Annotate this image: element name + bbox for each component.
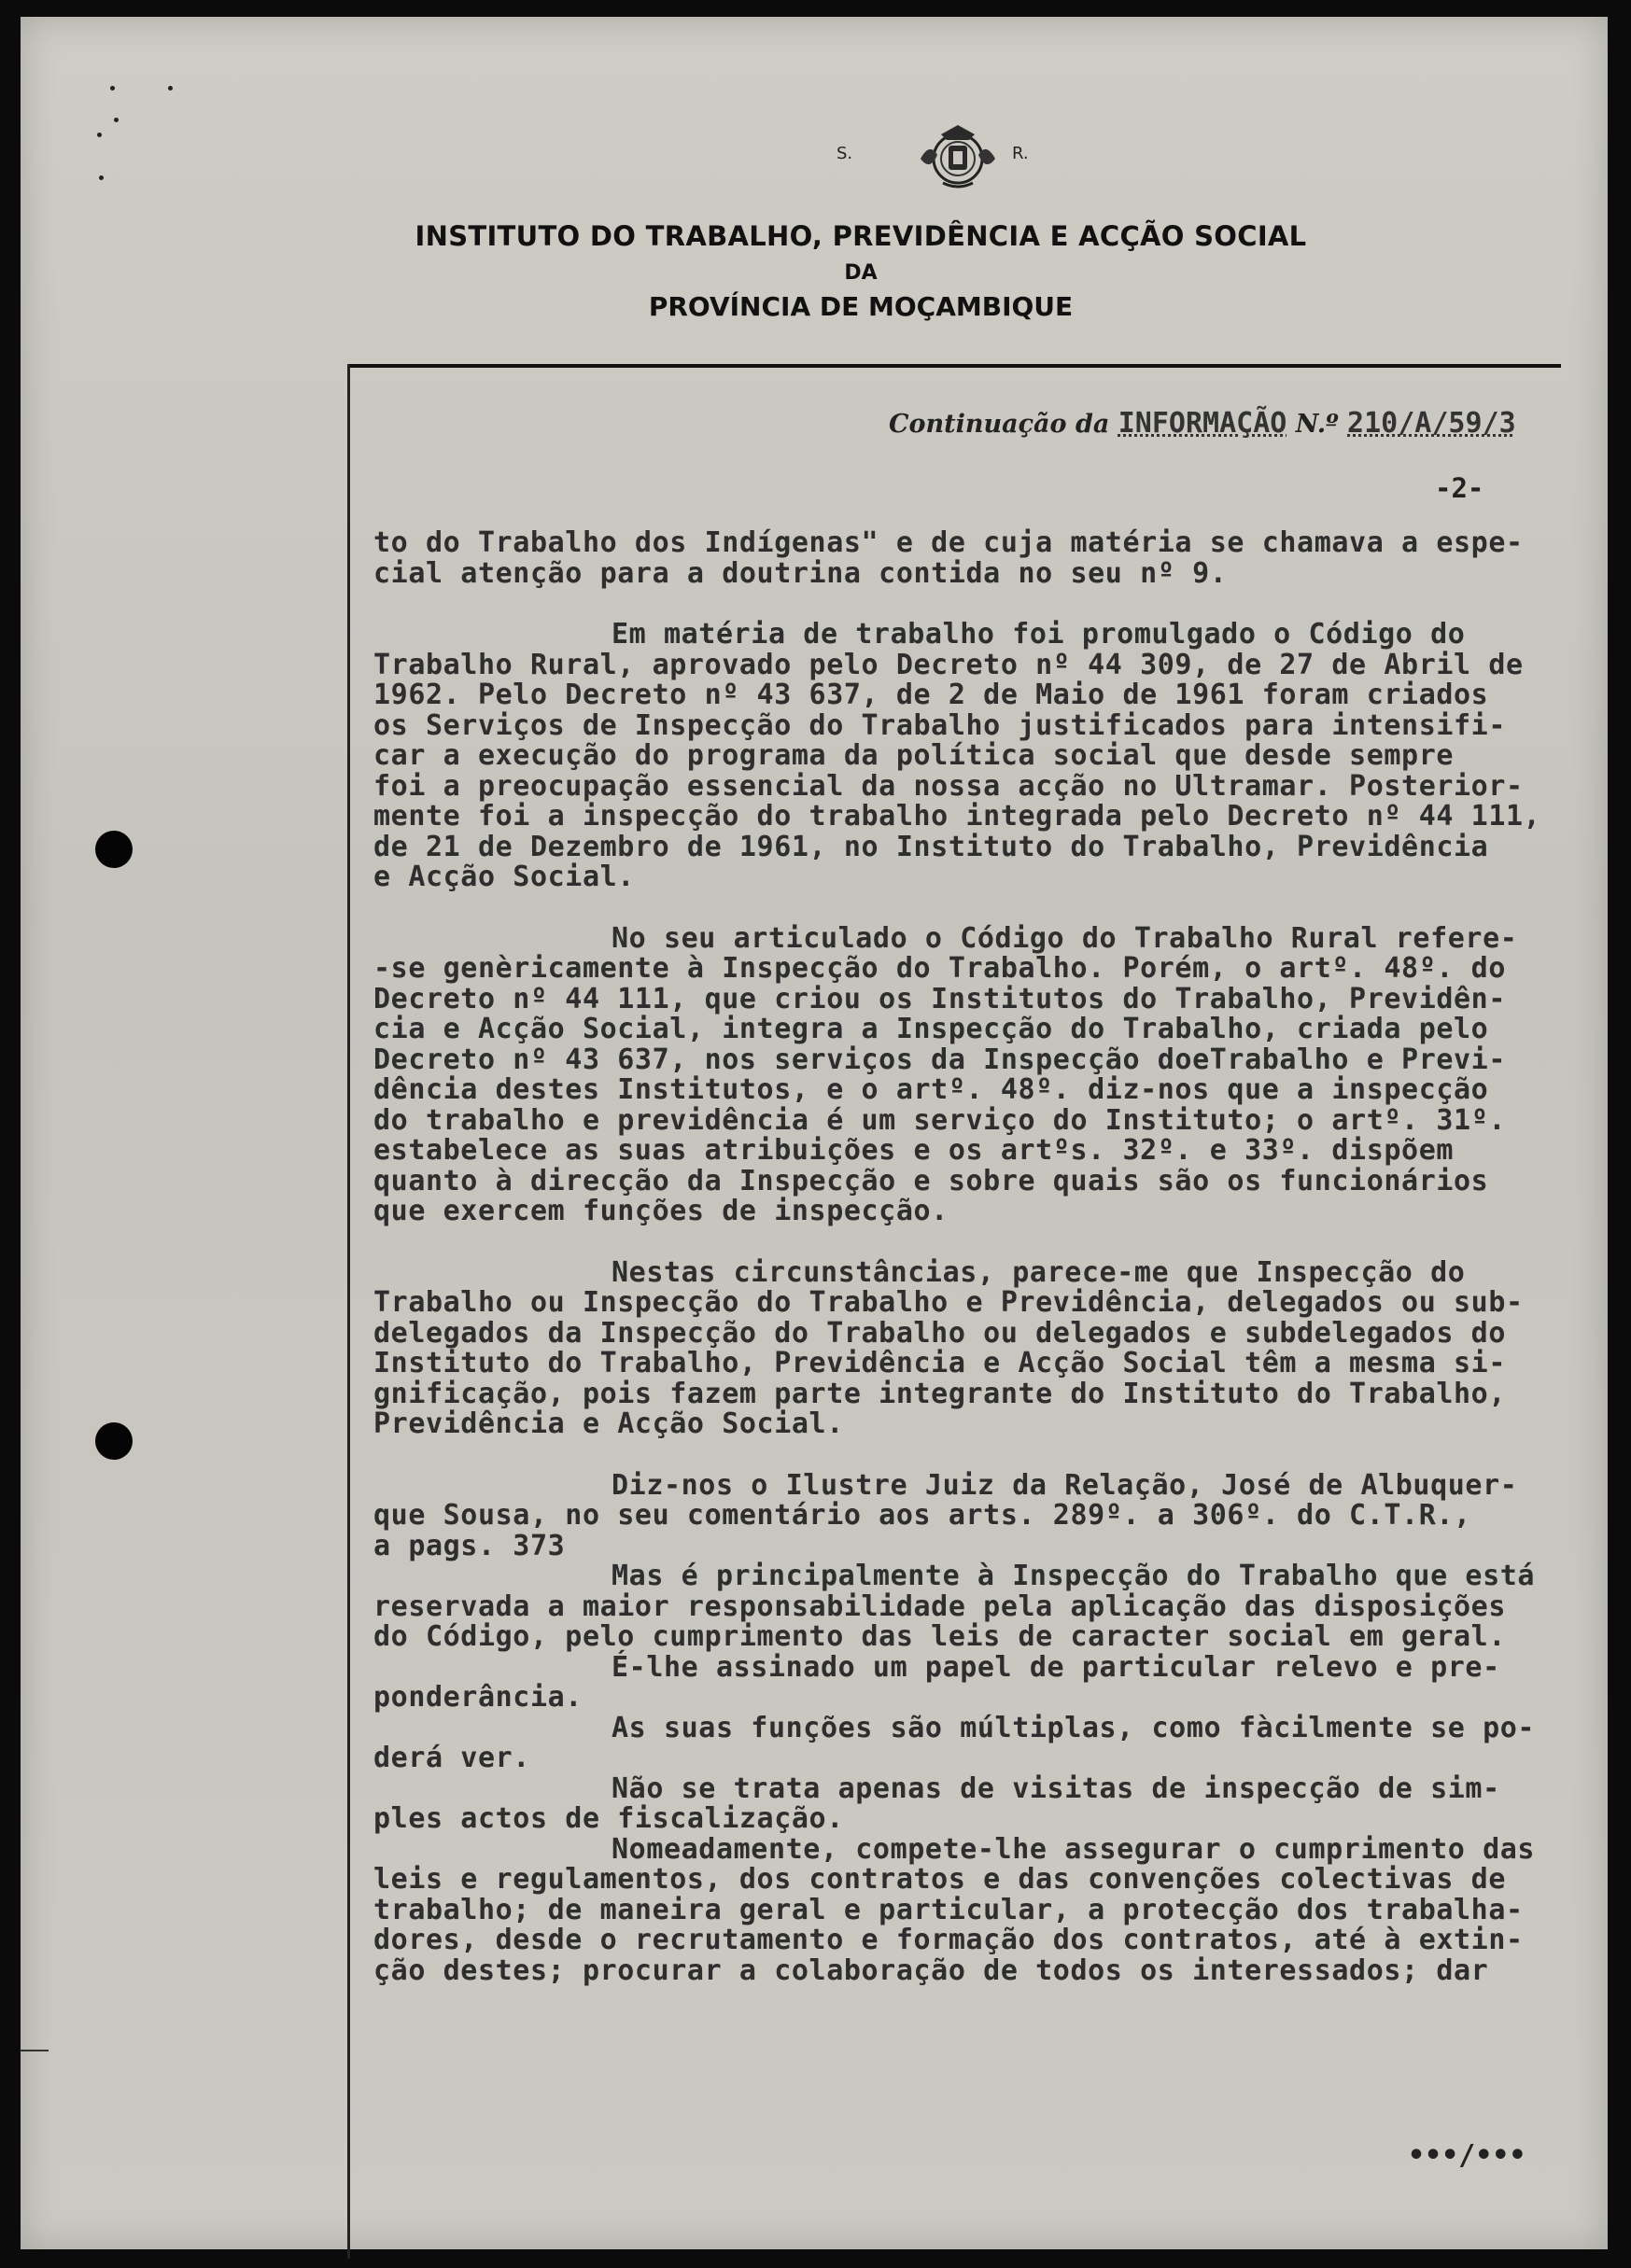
text-line: Trabalho ou Inspecção do Trabalho e Previdência, delegados ou sub-: [373, 1286, 1524, 1319]
margin-tick: [21, 2050, 49, 2051]
margin-mark: [114, 118, 119, 122]
text-line: Previdência e Acção Social.: [373, 1407, 844, 1440]
text-line: de 21 de Dezembro de 1961, no Instituto do Trabalho, Previdência: [373, 830, 1489, 863]
text-line: derá ver.: [373, 1742, 530, 1774]
paragraph: [373, 1711, 1606, 1774]
paragraph-gap: [373, 1227, 1606, 1258]
number-label: N.º: [1295, 410, 1339, 439]
text-line: ponderância.: [373, 1681, 583, 1714]
text-line: car a execução do programa da política social que desde sempre: [373, 739, 1455, 772]
text-line: As suas funções são múltiplas, como fàcilmente se po-: [612, 1711, 1536, 1744]
document-type: INFORMAÇÃO: [1118, 407, 1287, 440]
text-line: Decreto nº 43 637, nos serviços da Inspecção doeTrabalho e Previ-: [373, 1043, 1506, 1076]
text-line: reservada a maior responsabilidade pela aplicação das disposições: [373, 1589, 1506, 1623]
text-line: leis e regulamentos, dos contratos e das convenções colectivas de: [373, 1863, 1506, 1896]
text-line: No seu articulado o Código do Trabalho Rural refere-: [612, 921, 1518, 955]
text-line: mente foi a inspecção do trabalho integrada pelo Decreto nº 44 111,: [373, 800, 1541, 833]
text-line: que exercem funções de inspecção.: [373, 1195, 949, 1227]
paragraph: [373, 1650, 1606, 1714]
text-line: -se genèricamente à Inspecção do Trabalho. Porém, o artº. 48º. do: [373, 952, 1506, 985]
text-line: Instituto do Trabalho, Previdência e Acção Social têm a mesma si-: [373, 1347, 1506, 1379]
paragraph: [373, 1832, 1606, 1987]
text-line: Em matéria de trabalho foi promulgado o Código do: [612, 618, 1466, 651]
text-line: É-lhe assinado um papel de particular relevo e pre-: [612, 1650, 1500, 1684]
text-line: to do Trabalho dos Indígenas" e de cuja matéria se chamava a espe-: [373, 526, 1524, 559]
paragraph: [373, 1255, 1606, 1440]
text-line: Diz-nos o Ilustre Juiz da Relação, José de Albuquer-: [612, 1468, 1518, 1502]
paragraph: [373, 921, 1606, 1227]
header-rule: [347, 364, 1561, 368]
text-line: delegados da Inspecção do Trabalho ou delegados e subdelegados do: [373, 1316, 1506, 1350]
text-line: os Serviços de Inspecção do Trabalho justificados para intensifi-: [373, 708, 1506, 742]
text-line: estabelece as suas atribuições e os artºs. 32º. e 33º. dispõem: [373, 1134, 1455, 1167]
text-line: Nomeadamente, compete-lhe assegurar o cumprimento das: [612, 1832, 1536, 1866]
document-number: 210/A/59/3: [1347, 407, 1516, 440]
province-name: PROVÍNCIA DE MOÇAMBIQUE: [648, 291, 1074, 322]
margin-mark: [168, 86, 173, 91]
text-line: e Acção Social.: [373, 861, 635, 893]
paragraph: [373, 1468, 1606, 1562]
coat-of-arms-icon: [915, 121, 1001, 189]
institution-name: INSTITUTO DO TRABALHO, PREVIDÊNCIA E ACÇÃO SOCIAL: [415, 220, 1307, 252]
text-line: 1962. Pelo Decreto nº 43 637, de 2 de Maio de 1961 foram criados: [373, 679, 1489, 711]
text-line: a pags. 373: [373, 1529, 566, 1562]
margin-rule: [347, 364, 350, 2259]
text-line: do trabalho e previdência é um serviço do Instituto; o artº. 31º.: [373, 1103, 1506, 1137]
text-line: Nestas circunstâncias, parece-me que Inspecção do: [612, 1255, 1466, 1289]
paragraph-gap: [373, 589, 1606, 620]
text-line: dência destes Institutos, e o artº. 48º. diz-nos que a inspecção: [373, 1073, 1489, 1106]
text-line: ção destes; procurar a colaboração de todos os interessados; dar: [373, 1953, 1489, 1987]
text-line: ples actos de fiscalização.: [373, 1802, 844, 1835]
document-body: [373, 528, 1606, 1986]
text-line: gnificação, pois fazem parte integrante do Instituto do Trabalho,: [373, 1377, 1506, 1410]
continuation-label: Continuação da: [889, 410, 1110, 439]
text-line: que Sousa, no seu comentário aos arts. 289º. a 306º. do C.T.R.,: [373, 1499, 1471, 1532]
text-line: Trabalho Rural, aprovado pelo Decreto nº 44 309, de 27 de Abril de: [373, 648, 1524, 681]
text-line: Não se trata apenas de visitas de inspecção de sim-: [612, 1771, 1500, 1805]
paragraph: [373, 1561, 1606, 1653]
header-initial-right: R.: [1012, 144, 1029, 163]
margin-mark: [97, 133, 102, 137]
paragraph: [373, 1771, 1606, 1835]
text-line: foi a preocupação essencial da nossa acção no Ultramar. Posterior-: [373, 769, 1524, 803]
text-line: dores, desde o recrutamento e formação dos contratos, até à extin-: [373, 1924, 1524, 1956]
text-line: Mas é principalmente à Inspecção do Trabalho que está: [612, 1560, 1536, 1592]
text-line: quanto à direcção da Inspecção e sobre quais são os funcionários: [373, 1164, 1489, 1197]
continuation-marker: •••/•••: [1408, 2139, 1526, 2172]
punch-hole: [95, 831, 133, 868]
text-line: do Código, pelo cumprimento das leis de caracter social em geral.: [373, 1620, 1506, 1653]
paragraph: [373, 620, 1606, 893]
text-line: cia e Acção Social, integra a Inspecção do Trabalho, criada pelo: [373, 1013, 1489, 1045]
paragraph-gap: [373, 1440, 1606, 1471]
header-initial-left: S.: [837, 144, 853, 163]
page-number: -2-: [1435, 472, 1484, 504]
paragraph: [373, 528, 1606, 589]
institution-connector: DA: [844, 261, 878, 285]
paragraph-gap: [373, 893, 1606, 924]
margin-mark: [99, 175, 104, 180]
continuation-line: [889, 407, 1516, 440]
text-line: Decreto nº 44 111, que criou os Institutos do Trabalho, Previdên-: [373, 982, 1506, 1015]
margin-mark: [110, 86, 115, 91]
punch-hole: [95, 1422, 133, 1460]
document-page: [21, 17, 1608, 2249]
text-line: trabalho; de maneira geral e particular, a protecção dos trabalha-: [373, 1893, 1524, 1926]
text-line: cial atenção para a doutrina contida no seu nº 9.: [373, 556, 1228, 590]
